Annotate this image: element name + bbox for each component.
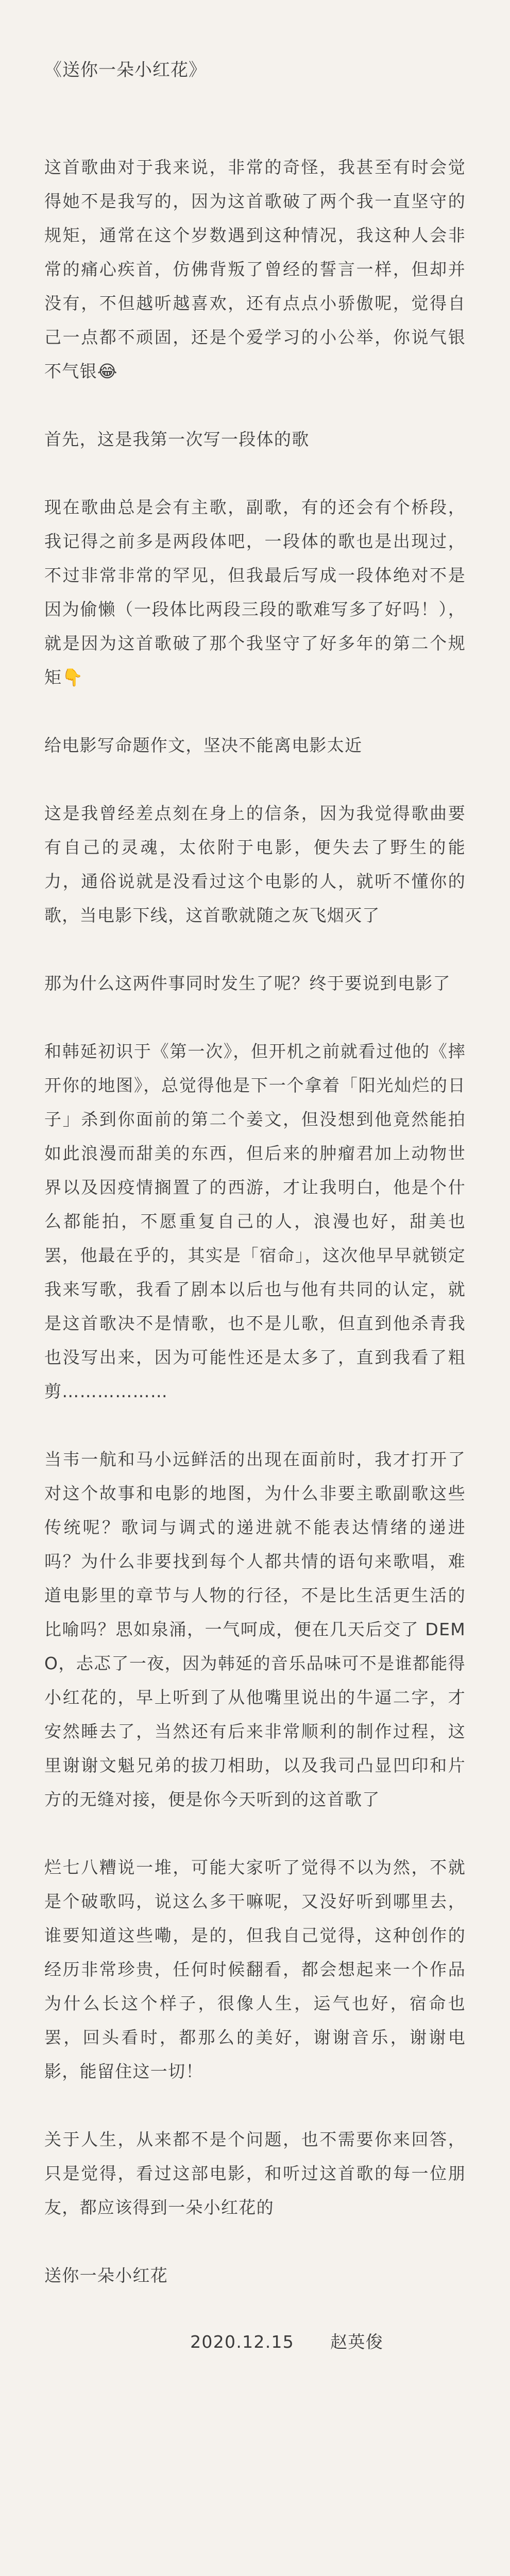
paragraph-creation: 当韦一航和马小远鲜活的出现在面前时，我才打开了对这个故事和电影的地图，为什么非要主歌副歌这些传统呢？歌词与调式的递进就不能表达情绪的递进吗？为什么非要找到每个人都共情的语句来歌唱，难道电影里的章节与人物的行径，不是比生活更生活的比喻吗？思如泉涌，一气呵成，便在几天后交了 DEMO，忐忑了一夜，因为韩延的音乐品味可不是谁都能得小红花的，早上听到了从他嘴里说出的牛逼二字，才安然睡去了，当然还有后来非常顺利的制作过程，这里谢谢文魁兄弟的拔刀相助，以及我司凸显凹印和片方的无缝对接，便是你今天听到的这首歌了 [44,1449,466,1809]
signature [44,2327,466,2358]
signature-date: 2020.12.15 [190,2332,295,2352]
note-title: 《送你一朵小红花》 [44,60,207,80]
paragraph-reflection: 烂七八糟说一堆，可能大家听了觉得不以为然，不就是个破歌吗，说这么多干嘛呢，又没好听到哪里去，谁要知道这些嘞，是的，但我自己觉得，这种创作的经历非常珍贵，任何时候翻看，都会想起来一个作品为什么长这个样子，很像人生，运气也好，宿命也罢，回头看时，都那么的美好，谢谢音乐，谢谢电影，能留住这一切！ [44,1857,466,2081]
paragraph-closing: 送你一朵小红花 [44,2265,168,2285]
note-body [44,150,466,2293]
signature-author: 赵英俊 [330,2332,383,2352]
paragraph-belief: 这是我曾经差点刻在身上的信条，因为我觉得歌曲要有自己的灵魂，太依附于电影，便失去了野生的能力，通俗说就是没看过这个电影的人，就听不懂你的歌，当电影下线，这首歌就随之灰飞烟灭了 [44,803,466,925]
paragraph-intro: 这首歌曲对于我来说，非常的奇怪，我甚至有时会觉得她不是我写的，因为这首歌破了两个我一直坚守的规矩，通常在这个岁数遇到这种情况，我这种人会非常的痛心疾首，仿佛背叛了曾经的誓言一样，但却并没有，不但越听越喜欢，还有点点小骄傲呢，觉得自己一点都不顽固，还是个爱学习的小公举，你说气银不气银😂 [44,157,466,381]
paragraph-first-point: 首先，这是我第一次写一段体的歌 [44,429,310,449]
paragraph-song-structure: 现在歌曲总是会有主歌，副歌，有的还会有个桥段，我记得之前多是两段体吧，一段体的歌也是出现过，不过非常非常的罕见，但我最后写成一段体绝对不是因为偷懒（一段体比两段三段的歌难写多了好吗！），就是因为这首歌破了那个我坚守了好多年的第二个规矩👇 [44,497,466,687]
paragraph-second-rule: 给电影写命题作文，坚决不能离电影太近 [44,735,363,755]
paragraph-han-yan: 和韩延初识于《第一次》，但开机之前就看过他的《摔开你的地图》，总觉得他是下一个拿着「阳光灿烂的日子」杀到你面前的第二个姜文，但没想到他竟然能拍如此浪漫而甜美的东西，但后来的肿瘤君加上动物世界以及因疫情搁置了的西游，才让我明白，他是个什么都能拍，不愿重复自己的人，浪漫也好，甜美也罢，他最在乎的，其实是「宿命」，这次他早早就锁定我来写歌，我看了剧本以后也与他有共同的认定，就是这首歌决不是情歌，也不是儿歌，但直到他杀青我也没写出来，因为可能性还是太多了，直到我看了粗剪……………… [44,1041,466,1401]
paragraph-question: 那为什么这两件事同时发生了呢？终于要说到电影了 [44,973,451,993]
paragraph-life: 关于人生，从来都不是个问题，也不需要你来回答，只是觉得，看过这部电影，和听过这首歌的每一位朋友，都应该得到一朵小红花的 [44,2129,466,2217]
